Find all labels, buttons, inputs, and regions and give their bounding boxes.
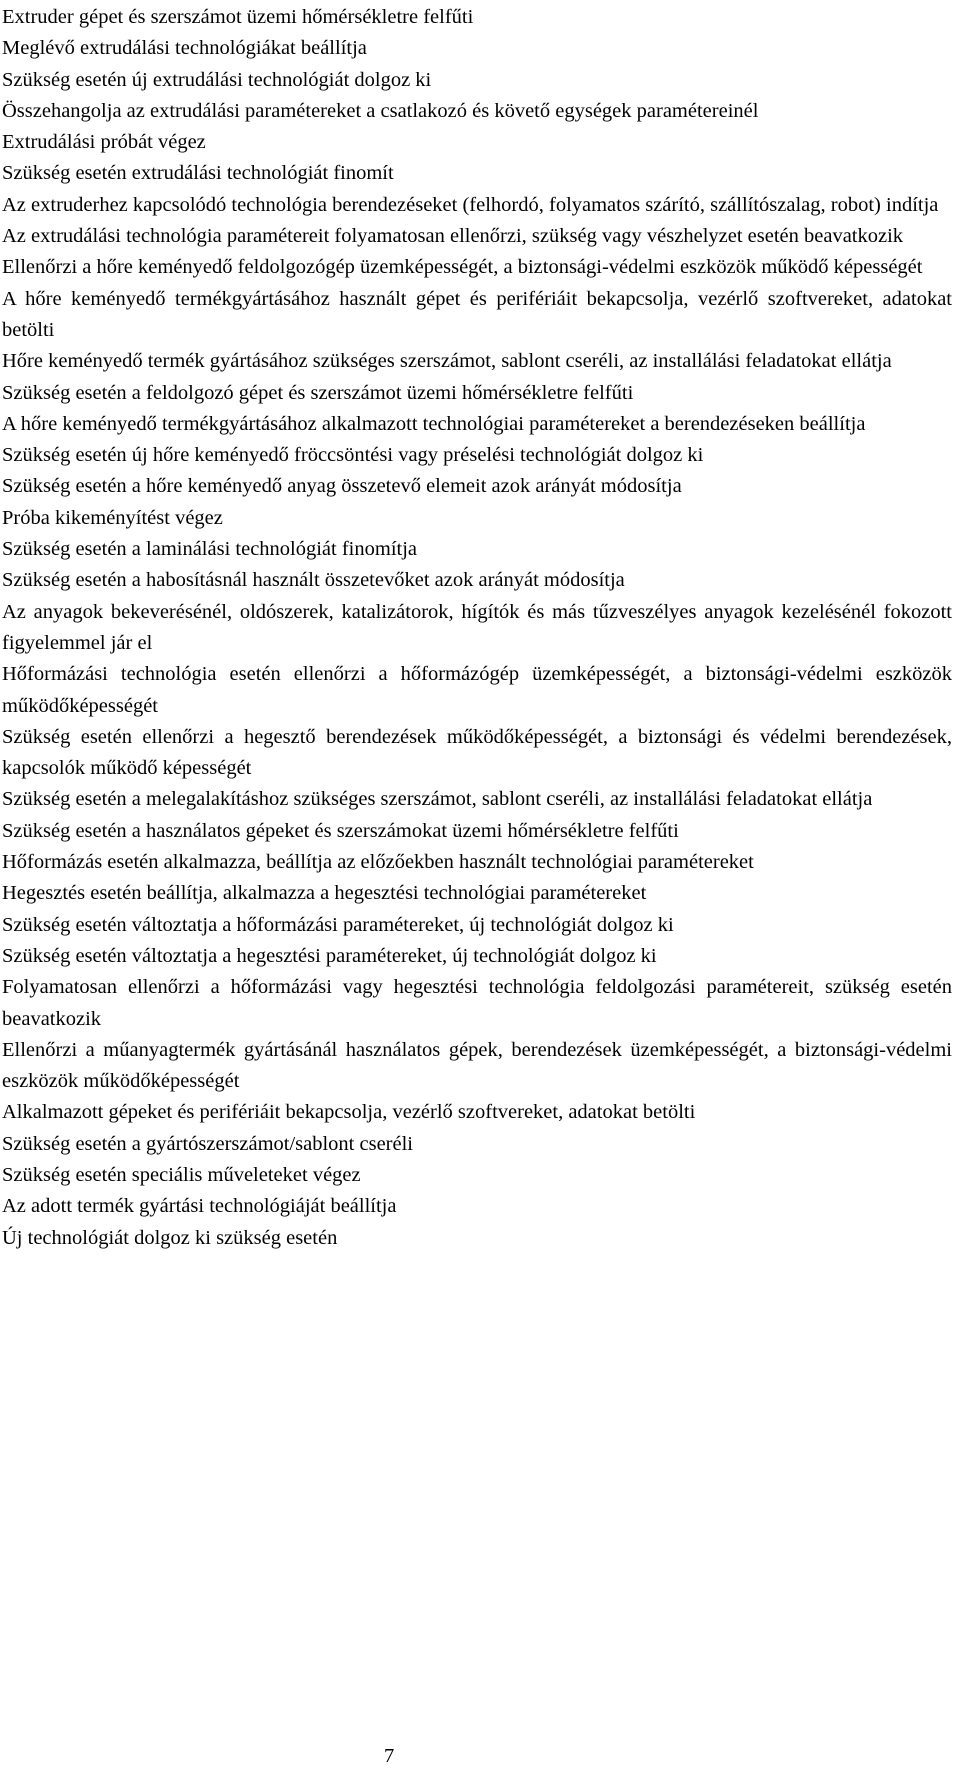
list-item: Szükség esetén a melegalakításhoz szükséges szerszámot, sablont cseréli, az installálási feladatokat ellátja (2, 788, 873, 811)
list-item: Szükség esetén ellenőrzi a hegesztő berendezések működőképességét, a biztonsági és védelmi berendezések, kapcsolók működő képességét (2, 725, 952, 780)
list-item: Összehangolja az extrudálási paramétereket a csatlakozó és követő egységek paramétereinél (2, 99, 759, 122)
list-item: Extruder gépet és szerszámot üzemi hőmérsékletre felfűti (2, 6, 474, 28)
list-item: Szükség esetén új extrudálási technológiát dolgoz ki (2, 68, 432, 91)
list-item: Folyamatosan ellenőrzi a hőformázási vagy hegesztési technológia feldolgozási paramétereit, szükség esetén beavatkozik (2, 976, 952, 1030)
list-item: Szükség esetén új hőre keményedő fröccsöntési vagy préselési technológiát dolgoz ki (2, 444, 704, 467)
list-item: Új technológiát dolgoz ki szükség esetén (2, 1226, 338, 1249)
list-item: Szükség esetén speciális műveleteket végez (2, 1163, 361, 1186)
list-item: Szükség esetén a használatos gépeket és szerszámokat üzemi hőmérsékletre felfűti (2, 819, 679, 842)
list-item: Szükség esetén a gyártószerszámot/sablont cseréli (2, 1132, 413, 1155)
list-item: Ellenőrzi a hőre keményedő feldolgozógép üzemképességét, a biztonsági-védelmi eszközök működő képességét (2, 256, 923, 279)
list-item: Hegesztés esetén beállítja, alkalmazza a hegesztési technológiai paramétereket (2, 882, 647, 905)
list-item: Meglévő extrudálási technológiákat beállítja (2, 37, 367, 60)
list-item: Ellenőrzi a műanyagtermék gyártásánál használatos gépek, berendezések üzemképességét, a biztonsági-védelmi eszközök működőképességét (2, 1038, 952, 1093)
list-item: Szükség esetén változtatja a hőformázási paramétereket, új technológiát dolgoz ki (2, 913, 674, 936)
task-list (2, 2, 952, 1254)
list-item: Szükség esetén extrudálási technológiát finomít (2, 162, 394, 185)
list-item: Extrudálási próbát végez (2, 131, 206, 154)
list-item: A hőre keményedő termékgyártásához alkalmazott technológiai paramétereket a berendezéseken beállítja (2, 412, 866, 435)
list-item: Hőre keményedő termék gyártásához szükséges szerszámot, sablont cseréli, az installálási feladatokat ellátja (2, 350, 892, 373)
list-item: Az adott termék gyártási technológiáját beállítja (2, 1195, 397, 1218)
page-number: 7 (384, 1745, 395, 1767)
list-item: Hőformázás esetén alkalmazza, beállítja az előzőekben használt technológiai paramétereket (2, 851, 754, 874)
list-item: Az extruderhez kapcsolódó technológia berendezéseket (felhordó, folyamatos szárító, szállítószalag, robot) indítja (2, 193, 939, 216)
list-item: Szükség esetén a laminálási technológiát finomítja (2, 538, 418, 561)
list-item: A hőre keményedő termékgyártásához használt gépet és perifériáit bekapcsolja, vezérlő szoftvereket, adatokat betölti (2, 287, 952, 341)
list-item: Szükség esetén a feldolgozó gépet és szerszámot üzemi hőmérsékletre felfűti (2, 381, 634, 404)
list-item: Az extrudálási technológia paramétereit folyamatosan ellenőrzi, szükség vagy vészhelyzet esetén beavatkozik (2, 225, 904, 248)
list-item: Szükség esetén változtatja a hegesztési paramétereket, új technológiát dolgoz ki (2, 944, 657, 967)
list-item: Alkalmazott gépeket és perifériáit bekapcsolja, vezérlő szoftvereket, adatokat betölti (2, 1101, 696, 1124)
list-item: Az anyagok bekeverésénél, oldószerek, katalizátorok, hígítók és más tűzveszélyes anyagok kezelésénél fokozott figyelemmel jár el (2, 600, 952, 654)
list-item: Hőformázási technológia esetén ellenőrzi a hőformázógép üzemképességét, a biztonsági-védelmi eszközök működőképességét (2, 663, 952, 717)
list-item: Szükség esetén a hőre keményedő anyag összetevő elemeit azok arányát módosítja (2, 475, 682, 498)
list-item: Próba kikeményítést végez (2, 506, 223, 529)
list-item: Szükség esetén a habosításnál használt összetevőket azok arányát módosítja (2, 569, 625, 592)
